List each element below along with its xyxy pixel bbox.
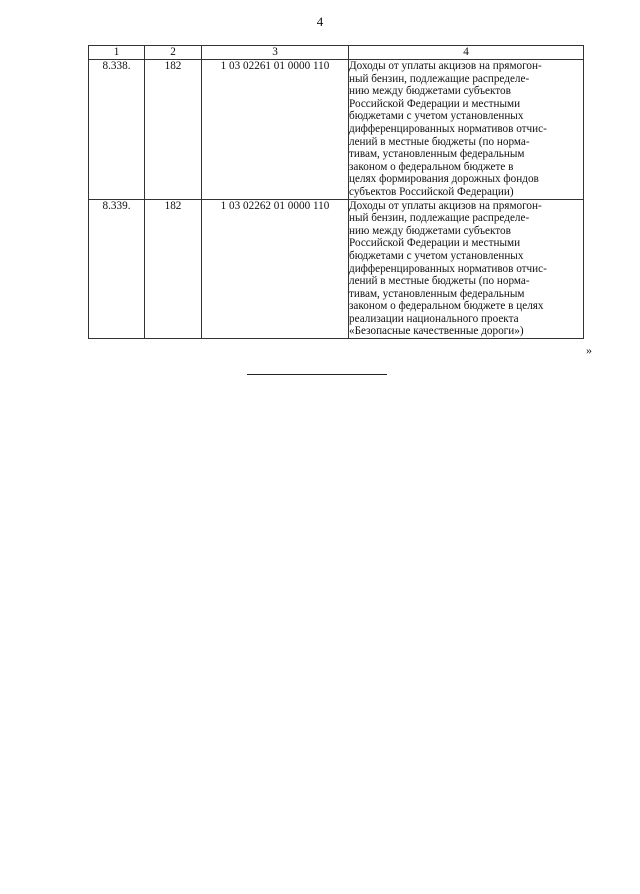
page-number: 4 [316, 14, 324, 29]
description-line: Российской Федерации и местными [349, 237, 521, 250]
item-number: 8.338. [89, 60, 145, 200]
column-header-2: 2 [145, 46, 202, 60]
table-header-row [89, 46, 584, 60]
description-line: дифференцированных нормативов отчис- [349, 122, 547, 135]
description-line: лений в местные бюджеты (по норма- [349, 135, 530, 148]
admin-code: 182 [145, 199, 202, 339]
description-line: тивам, установленным федеральным [349, 287, 525, 300]
description-line: Доходы от уплаты акцизов на прямогон- [349, 199, 542, 212]
column-header-1: 1 [89, 46, 145, 60]
description-line: нию между бюджетами субъектов [349, 224, 511, 237]
description-line: реализации национального проекта [349, 312, 519, 325]
description-line: тивам, установленным федеральным [349, 148, 525, 161]
income-description [349, 199, 584, 339]
budget-classification-code: 1 03 02261 01 0000 110 [202, 60, 349, 200]
description-line: законом о федеральном бюджете в [349, 160, 514, 173]
description-line: ный бензин, подлежащие распределе- [349, 212, 530, 225]
item-number: 8.339. [89, 199, 145, 339]
column-header-4: 4 [349, 46, 584, 60]
end-separator-line [247, 374, 387, 375]
description-line: бюджетами с учетом установленных [349, 249, 524, 262]
description-line: Российской Федерации и местными [349, 97, 521, 110]
description-line: лений в местные бюджеты (по норма- [349, 275, 530, 288]
closing-quote-mark: » [586, 343, 592, 357]
description-line: целях формирования дорожных фондов [349, 173, 539, 186]
budget-codes-table [88, 45, 584, 339]
description-line: «Безопасные качественные дороги») [349, 325, 524, 338]
description-line: Доходы от уплаты акцизов на прямогон- [349, 60, 542, 72]
description-line: дифференцированных нормативов отчис- [349, 262, 547, 275]
table-row [89, 60, 584, 200]
description-line: бюджетами с учетом установленных [349, 110, 524, 123]
admin-code: 182 [145, 60, 202, 200]
description-line: нию между бюджетами субъектов [349, 85, 511, 98]
column-header-3: 3 [202, 46, 349, 60]
description-line: субъектов Российской Федерации) [349, 185, 514, 198]
table-row [89, 199, 584, 339]
income-description [349, 60, 584, 200]
budget-classification-code: 1 03 02262 01 0000 110 [202, 199, 349, 339]
description-line: законом о федеральном бюджете в целях [349, 300, 544, 313]
description-line: ный бензин, подлежащие распределе- [349, 72, 530, 85]
